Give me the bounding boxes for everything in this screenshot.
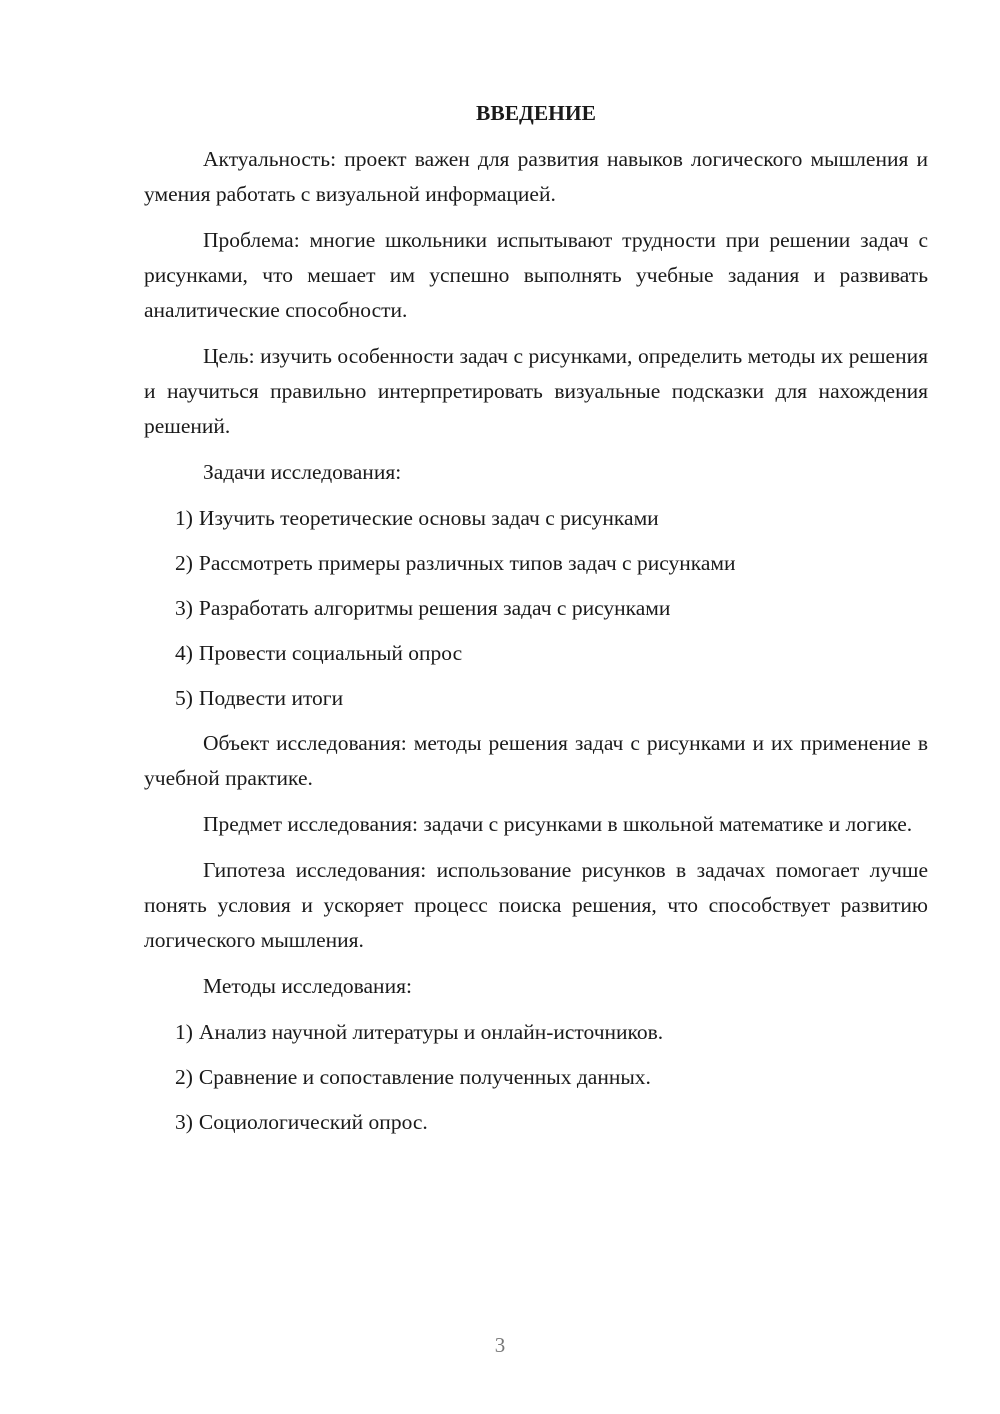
list-item-text: Сравнение и сопоставление полученных данных. xyxy=(198,1065,651,1089)
paragraph-relevance: Актуальность: проект важен для развития навыков логического мышления и умения работать с визуальной информацией. xyxy=(144,147,928,206)
list-item-number: 4) xyxy=(175,641,193,665)
list-item-text: Анализ научной литературы и онлайн-источников. xyxy=(198,1020,664,1044)
list-item-number: 5) xyxy=(175,686,193,710)
list-item-text: Социологический опрос. xyxy=(198,1110,428,1134)
list-item xyxy=(144,681,928,716)
list-item-text: Разработать алгоритмы решения задач с рисунками xyxy=(198,596,671,620)
paragraph-problem: Проблема: многие школьники испытывают трудности при решении задач с рисунками, что мешает им успешно выполнять учебные задания и развивать аналитические способности. xyxy=(144,228,928,322)
methods-list xyxy=(144,1015,928,1140)
list-item-number: 3) xyxy=(175,1110,193,1134)
paragraph-hypothesis: Гипотеза исследования: использование рисунков в задачах помогает лучше понять условия и ускоряет процесс поиска решения, что способствует развитию логического мышления. xyxy=(144,858,928,952)
page-title: ВВЕДЕНИЕ xyxy=(476,101,596,125)
tasks-heading: Задачи исследования: xyxy=(203,460,402,484)
tasks-list xyxy=(144,501,928,716)
list-item-number: 1) xyxy=(175,1020,193,1044)
list-item-text: Изучить теоретические основы задач с рисунками xyxy=(198,506,659,530)
list-item-text: Рассмотреть примеры различных типов задач с рисунками xyxy=(198,551,736,575)
paragraph-object: Объект исследования: методы решения задач с рисунками и их применение в учебной практике. xyxy=(144,731,928,790)
methods-heading: Методы исследования: xyxy=(203,974,412,998)
list-item-number: 1) xyxy=(175,506,193,530)
list-item xyxy=(144,591,928,626)
list-item-text: Подвести итоги xyxy=(198,686,344,710)
list-item-number: 2) xyxy=(175,551,193,575)
list-item xyxy=(144,501,928,536)
list-item xyxy=(144,636,928,671)
list-item xyxy=(144,546,928,581)
paragraph-subject: Предмет исследования: задачи с рисунками в школьной математике и логике. xyxy=(203,812,913,836)
page-content xyxy=(144,96,928,1150)
page-number: 3 xyxy=(494,1333,506,1357)
list-item-number: 2) xyxy=(175,1065,193,1089)
list-item xyxy=(144,1105,928,1140)
paragraph-goal: Цель: изучить особенности задач с рисунками, определить методы их решения и научиться правильно интерпретировать визуальные подсказки для нахождения решений. xyxy=(144,344,928,438)
list-item xyxy=(144,1060,928,1095)
list-item-number: 3) xyxy=(175,596,193,620)
list-item-text: Провести социальный опрос xyxy=(198,641,463,665)
list-item xyxy=(144,1015,928,1050)
